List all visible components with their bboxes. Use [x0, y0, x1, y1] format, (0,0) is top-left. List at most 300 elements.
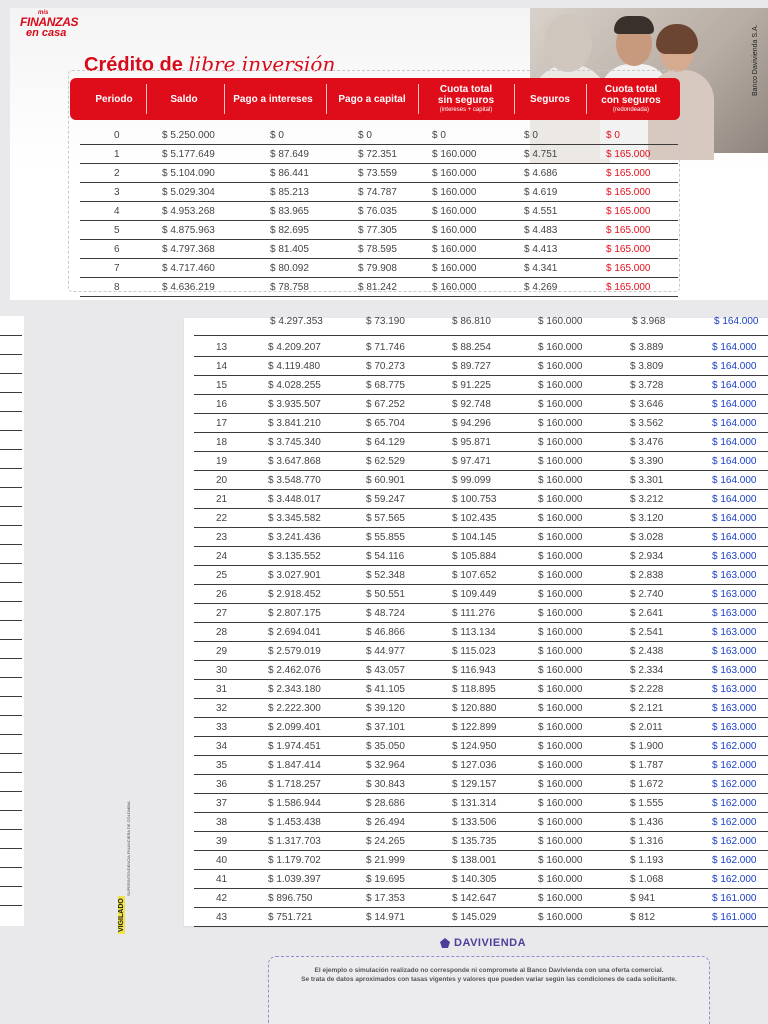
cell-saldo: $ 3.647.868 — [268, 456, 321, 467]
header-cuota-sin-line2: sin seguros — [437, 95, 495, 106]
cell-cuota-con: $ 162.000 — [712, 798, 757, 809]
cell-intereses: $ 30.843 — [366, 779, 405, 790]
cell-capital: $ 88.254 — [452, 342, 491, 353]
cell-cuota-con: $ 164.000 — [712, 418, 757, 429]
cell-periodo: 28 — [216, 627, 228, 638]
cell-cuota-con: $ 165.000 — [606, 149, 651, 160]
cell-periodo: 43 — [216, 912, 228, 923]
cell-intereses: $ 52.348 — [366, 570, 405, 581]
cell-intereses: $ 71.746 — [366, 342, 405, 353]
cell-periodo: 7 — [114, 263, 120, 274]
cell-periodo: 6 — [114, 244, 120, 255]
cell-capital: $ 118.895 — [452, 684, 496, 695]
title-normal: Crédito de — [84, 54, 189, 76]
table-row — [194, 813, 768, 832]
cell-saldo: $ 5.029.304 — [162, 187, 215, 198]
cell-saldo: $ 5.250.000 — [162, 130, 215, 141]
table-row — [194, 908, 768, 927]
cell-intereses: $ 48.724 — [366, 608, 405, 619]
cell-periodo: 0 — [114, 130, 120, 141]
left-row-line — [0, 468, 22, 469]
cell-saldo: $ 2.579.019 — [268, 646, 321, 657]
cell-periodo: 22 — [216, 513, 228, 524]
left-table-fragment — [0, 316, 24, 926]
cell-cuota-sin: $ 160.000 — [432, 149, 477, 160]
cell-saldo: $ 2.918.452 — [268, 589, 321, 600]
table-row — [194, 414, 768, 433]
bank-name-vertical: Banco Davivienda S.A. — [752, 24, 759, 96]
left-row-line — [0, 487, 22, 488]
header-saldo-label: Saldo — [170, 93, 198, 105]
cell-cuota-sin: $ 160.000 — [432, 244, 477, 255]
cut-off-cell: $ 160.000 — [538, 316, 583, 327]
brand-small: mis — [38, 10, 49, 16]
amortization-table-top — [80, 126, 678, 297]
table-row — [194, 509, 768, 528]
cell-seguros: $ 2.334 — [630, 665, 664, 676]
cell-periodo: 23 — [216, 532, 228, 543]
cell-intereses: $ 46.866 — [366, 627, 405, 638]
cell-cuota-con: $ 165.000 — [606, 244, 651, 255]
cell-saldo: $ 4.636.219 — [162, 282, 215, 293]
cell-capital: $ 122.899 — [452, 722, 497, 733]
table-row — [194, 794, 768, 813]
header-cuota-sin — [418, 78, 514, 120]
cell-periodo: 1 — [114, 149, 120, 160]
cut-off-cell: $ 73.190 — [366, 316, 405, 327]
cell-seguros: $ 3.120 — [630, 513, 664, 524]
cell-seguros: $ 3.476 — [630, 437, 664, 448]
cell-saldo: $ 2.099.401 — [268, 722, 321, 733]
cell-cuota-con: $ 163.000 — [712, 722, 757, 733]
table-row — [194, 832, 768, 851]
cell-seguros: $ 4.413 — [524, 244, 558, 255]
cell-saldo: $ 4.119.480 — [268, 361, 321, 372]
left-row-line — [0, 772, 22, 773]
cell-cuota-sin: $ 160.000 — [538, 608, 583, 619]
cell-intereses: $ 0 — [270, 130, 284, 141]
cell-capital: $ 135.735 — [452, 836, 497, 847]
cell-cuota-sin: $ 0 — [432, 130, 446, 141]
cell-periodo: 20 — [216, 475, 228, 486]
cell-saldo: $ 1.039.397 — [268, 874, 321, 885]
cell-cuota-con: $ 162.000 — [712, 779, 757, 790]
cell-capital: $ 97.471 — [452, 456, 491, 467]
cell-intereses: $ 82.695 — [270, 225, 309, 236]
cell-cuota-sin: $ 160.000 — [432, 187, 477, 198]
header-cuota-con-line1: Cuota total — [604, 84, 658, 95]
cell-cuota-sin: $ 160.000 — [538, 570, 583, 581]
cell-cuota-con: $ 0 — [606, 130, 620, 141]
vigilado-label — [118, 896, 125, 934]
cell-cuota-sin: $ 160.000 — [538, 874, 583, 885]
cell-periodo: 5 — [114, 225, 120, 236]
cell-seguros: $ 4.269 — [524, 282, 558, 293]
cell-capital: $ 116.943 — [452, 665, 496, 676]
cell-seguros: $ 3.889 — [630, 342, 664, 353]
left-row-line — [0, 658, 22, 659]
table-row — [80, 164, 678, 183]
cut-off-cell: $ 4.297.353 — [270, 316, 323, 327]
cell-periodo: 8 — [114, 282, 120, 293]
cell-saldo: $ 2.462.076 — [268, 665, 321, 676]
cell-intereses: $ 64.129 — [366, 437, 405, 448]
cell-periodo: 3 — [114, 187, 120, 198]
cell-seguros: $ 1.193 — [630, 855, 664, 866]
cell-saldo: $ 4.875.963 — [162, 225, 215, 236]
cell-intereses: $ 21.999 — [366, 855, 405, 866]
cell-cuota-con: $ 164.000 — [712, 494, 757, 505]
cell-cuota-sin: $ 160.000 — [538, 855, 583, 866]
cell-seguros: $ 1.787 — [630, 760, 664, 771]
cell-seguros: $ 4.483 — [524, 225, 558, 236]
cut-off-row — [194, 316, 768, 336]
cell-saldo: $ 3.841.210 — [268, 418, 321, 429]
cell-periodo: 32 — [216, 703, 228, 714]
cell-periodo: 29 — [216, 646, 228, 657]
table-row — [194, 585, 768, 604]
cell-intereses: $ 37.101 — [366, 722, 405, 733]
cell-saldo: $ 3.241.436 — [268, 532, 321, 543]
cell-cuota-con: $ 162.000 — [712, 817, 757, 828]
header-intereses-label: Pago a intereses — [233, 93, 313, 105]
cell-saldo: $ 2.222.300 — [268, 703, 321, 714]
cell-seguros: $ 4.341 — [524, 263, 558, 274]
cell-capital: $ 100.753 — [452, 494, 497, 505]
cell-saldo: $ 3.548.770 — [268, 475, 321, 486]
cell-intereses: $ 32.964 — [366, 760, 405, 771]
table-row — [194, 376, 768, 395]
cell-intereses: $ 68.775 — [366, 380, 405, 391]
cell-periodo: 31 — [216, 684, 228, 695]
table-row — [194, 851, 768, 870]
cell-capital: $ 142.647 — [452, 893, 497, 904]
cell-saldo: $ 3.345.582 — [268, 513, 321, 524]
cell-intereses: $ 35.050 — [366, 741, 405, 752]
cell-periodo: 17 — [216, 418, 228, 429]
brand-logo — [20, 10, 100, 46]
cell-periodo: 13 — [216, 342, 228, 353]
cell-saldo: $ 1.453.438 — [268, 817, 321, 828]
cell-intereses: $ 55.855 — [366, 532, 405, 543]
table-row — [194, 338, 768, 357]
cell-intereses: $ 83.965 — [270, 206, 309, 217]
cell-periodo: 14 — [216, 361, 228, 372]
cell-cuota-sin: $ 160.000 — [538, 513, 583, 524]
left-row-line — [0, 449, 22, 450]
cell-cuota-con: $ 163.000 — [712, 589, 757, 600]
cell-saldo: $ 896.750 — [268, 893, 313, 904]
cell-saldo: $ 5.177.649 — [162, 149, 215, 160]
left-row-line — [0, 734, 22, 735]
cell-cuota-con: $ 164.000 — [712, 437, 757, 448]
cell-capital: $ 72.351 — [358, 149, 397, 160]
cell-cuota-con: $ 164.000 — [712, 399, 757, 410]
header-cuota-con — [586, 78, 676, 120]
cell-cuota-sin: $ 160.000 — [538, 551, 583, 562]
left-row-line — [0, 582, 22, 583]
cell-intereses: $ 43.057 — [366, 665, 405, 676]
cell-cuota-con: $ 162.000 — [712, 760, 757, 771]
cell-seguros: $ 2.011 — [630, 722, 663, 733]
cell-cuota-con: $ 164.000 — [712, 380, 757, 391]
amortization-table-bottom — [194, 338, 768, 927]
vigilado-text: VIGILADO — [118, 898, 125, 932]
cell-cuota-sin: $ 160.000 — [432, 263, 477, 274]
cell-cuota-con: $ 163.000 — [712, 570, 757, 581]
table-header — [70, 78, 680, 120]
cell-saldo: $ 3.027.901 — [268, 570, 321, 581]
cell-capital: $ 111.276 — [452, 608, 496, 619]
cell-capital: $ 107.652 — [452, 570, 497, 581]
header-intereses — [224, 78, 322, 120]
left-row-line — [0, 411, 22, 412]
cell-intereses: $ 28.686 — [366, 798, 405, 809]
cell-saldo: $ 1.847.414 — [268, 760, 321, 771]
cell-intereses: $ 24.265 — [366, 836, 405, 847]
table-row — [194, 490, 768, 509]
cell-periodo: 35 — [216, 760, 228, 771]
cell-cuota-con: $ 163.000 — [712, 627, 757, 638]
table-row — [194, 395, 768, 414]
cell-seguros: $ 2.228 — [630, 684, 664, 695]
cell-seguros: $ 1.316 — [630, 836, 664, 847]
cell-cuota-con: $ 164.000 — [712, 342, 757, 353]
table-row — [194, 775, 768, 794]
left-row-line — [0, 506, 22, 507]
header-capital — [326, 78, 418, 120]
cell-cuota-con: $ 165.000 — [606, 187, 651, 198]
cell-cuota-sin: $ 160.000 — [538, 722, 583, 733]
cell-periodo: 41 — [216, 874, 228, 885]
cell-cuota-con: $ 162.000 — [712, 855, 757, 866]
cell-cuota-sin: $ 160.000 — [538, 437, 583, 448]
cell-intereses: $ 86.441 — [270, 168, 309, 179]
davivienda-logo — [440, 937, 526, 949]
table-row — [80, 240, 678, 259]
cell-seguros: $ 4.751 — [524, 149, 558, 160]
cell-capital: $ 124.950 — [452, 741, 497, 752]
cell-capital: $ 79.908 — [358, 263, 397, 274]
cell-capital: $ 102.435 — [452, 513, 497, 524]
house-icon — [440, 938, 450, 948]
cell-periodo: 39 — [216, 836, 228, 847]
cell-saldo: $ 1.974.451 — [268, 741, 321, 752]
header-cuota-sin-sub: (intereses + capital) — [439, 107, 493, 113]
cell-cuota-sin: $ 160.000 — [538, 817, 583, 828]
left-row-line — [0, 601, 22, 602]
cell-cuota-sin: $ 160.000 — [538, 893, 583, 904]
cell-periodo: 40 — [216, 855, 228, 866]
cell-cuota-con: $ 165.000 — [606, 168, 651, 179]
table-row — [80, 278, 678, 297]
cell-cuota-sin: $ 160.000 — [538, 627, 583, 638]
cell-cuota-sin: $ 160.000 — [538, 475, 583, 486]
table-row — [80, 126, 678, 145]
table-row — [194, 680, 768, 699]
cell-periodo: 30 — [216, 665, 228, 676]
left-row-line — [0, 886, 22, 887]
cell-intereses: $ 80.092 — [270, 263, 309, 274]
cell-seguros: $ 4.551 — [524, 206, 558, 217]
cell-cuota-con: $ 164.000 — [712, 513, 757, 524]
table-row — [194, 889, 768, 908]
cell-cuota-sin: $ 160.000 — [538, 665, 583, 676]
table-row — [194, 547, 768, 566]
cell-cuota-con: $ 162.000 — [712, 874, 757, 885]
table-row — [194, 756, 768, 775]
cell-cuota-sin: $ 160.000 — [538, 836, 583, 847]
cell-intereses: $ 81.405 — [270, 244, 309, 255]
cell-seguros: $ 1.555 — [630, 798, 664, 809]
cell-saldo: $ 3.135.552 — [268, 551, 321, 562]
cell-seguros: $ 2.641 — [630, 608, 664, 619]
table-row — [194, 661, 768, 680]
cell-capital: $ 81.242 — [358, 282, 397, 293]
left-row-line — [0, 848, 22, 849]
left-row-line — [0, 696, 22, 697]
cell-saldo: $ 4.717.460 — [162, 263, 215, 274]
cell-capital: $ 77.305 — [358, 225, 397, 236]
cell-cuota-con: $ 164.000 — [712, 361, 757, 372]
table-row — [194, 357, 768, 376]
table-row — [194, 528, 768, 547]
header-divider — [146, 84, 147, 114]
cell-capital: $ 131.314 — [452, 798, 497, 809]
cell-cuota-sin: $ 160.000 — [538, 380, 583, 391]
cell-intereses: $ 85.213 — [270, 187, 309, 198]
cell-seguros: $ 2.121 — [630, 703, 664, 714]
cell-seguros: $ 2.740 — [630, 589, 664, 600]
disclaimer-box — [268, 956, 710, 1024]
cut-off-cell: $ 164.000 — [714, 316, 759, 327]
cell-capital: $ 73.559 — [358, 168, 397, 179]
left-row-line — [0, 715, 22, 716]
cell-periodo: 19 — [216, 456, 228, 467]
cell-periodo: 24 — [216, 551, 228, 562]
cell-seguros: $ 1.436 — [630, 817, 664, 828]
cell-seguros: $ 3.028 — [630, 532, 664, 543]
cell-cuota-sin: $ 160.000 — [538, 684, 583, 695]
cell-saldo: $ 4.953.268 — [162, 206, 215, 217]
left-row-line — [0, 563, 22, 564]
cell-capital: $ 127.036 — [452, 760, 497, 771]
cell-capital: $ 78.595 — [358, 244, 397, 255]
cell-capital: $ 89.727 — [452, 361, 491, 372]
cell-cuota-sin: $ 160.000 — [538, 589, 583, 600]
cut-off-cell: $ 86.810 — [452, 316, 491, 327]
cell-cuota-sin: $ 160.000 — [538, 703, 583, 714]
cell-cuota-sin: $ 160.000 — [538, 798, 583, 809]
photo-person-2-hair — [614, 16, 654, 34]
cell-seguros: $ 0 — [524, 130, 538, 141]
cell-periodo: 38 — [216, 817, 228, 828]
cell-saldo: $ 3.935.507 — [268, 399, 321, 410]
cell-cuota-sin: $ 160.000 — [432, 206, 477, 217]
logo-text: DAVIVIENDA — [454, 937, 527, 949]
cell-seguros: $ 3.562 — [630, 418, 664, 429]
disclaimer-line2: Se trata de datos aproximados con tasas vigentes y valores que pueden variar según las condiciones de cada solicitante. — [301, 976, 677, 983]
cell-saldo: $ 2.343.180 — [268, 684, 321, 695]
title-italic: libre inversión — [188, 52, 336, 76]
cell-cuota-sin: $ 160.000 — [432, 282, 477, 293]
cell-periodo: 21 — [216, 494, 228, 505]
cell-saldo: $ 751.721 — [268, 912, 313, 923]
cell-cuota-con: $ 161.000 — [712, 912, 757, 923]
cell-capital: $ 0 — [358, 130, 372, 141]
cell-cuota-con: $ 164.000 — [712, 475, 757, 486]
cell-seguros: $ 3.301 — [630, 475, 664, 486]
cell-saldo: $ 3.448.017 — [268, 494, 321, 505]
cell-cuota-sin: $ 160.000 — [538, 741, 583, 752]
header-cuota-con-line2: con seguros — [601, 95, 661, 106]
cell-cuota-con: $ 164.000 — [712, 532, 757, 543]
cell-saldo: $ 1.317.703 — [268, 836, 321, 847]
cell-cuota-con: $ 165.000 — [606, 225, 651, 236]
header-seguros-label: Seguros — [529, 93, 570, 105]
cell-intereses: $ 78.758 — [270, 282, 309, 293]
cell-cuota-con: $ 161.000 — [712, 893, 757, 904]
left-row-line — [0, 677, 22, 678]
cell-cuota-sin: $ 160.000 — [538, 646, 583, 657]
table-row — [194, 604, 768, 623]
cell-saldo: $ 1.586.944 — [268, 798, 321, 809]
cell-saldo: $ 4.797.368 — [162, 244, 215, 255]
left-row-line — [0, 354, 22, 355]
cell-intereses: $ 65.704 — [366, 418, 405, 429]
cell-capital: $ 95.871 — [452, 437, 491, 448]
cell-periodo: 4 — [114, 206, 120, 217]
cell-seguros: $ 941 — [630, 893, 656, 904]
left-row-line — [0, 753, 22, 754]
cell-capital: $ 104.145 — [452, 532, 497, 543]
cell-periodo: 27 — [216, 608, 228, 619]
cell-intereses: $ 54.116 — [366, 551, 405, 562]
header-cuota-sin-line1: Cuota total — [439, 84, 493, 95]
left-row-line — [0, 525, 22, 526]
left-row-line — [0, 620, 22, 621]
header-periodo-label: Periodo — [95, 93, 133, 105]
cell-periodo: 16 — [216, 399, 228, 410]
left-row-line — [0, 791, 22, 792]
cell-cuota-con: $ 164.000 — [712, 456, 757, 467]
cell-cuota-sin: $ 160.000 — [538, 361, 583, 372]
cell-intereses: $ 41.105 — [366, 684, 405, 695]
cell-saldo: $ 4.209.207 — [268, 342, 321, 353]
table-row — [80, 202, 678, 221]
cell-cuota-sin: $ 160.000 — [538, 456, 583, 467]
header-cuota-con-sub: (redondeada) — [612, 107, 650, 113]
table-row — [194, 566, 768, 585]
table-row — [194, 433, 768, 452]
cell-saldo: $ 1.179.702 — [268, 855, 321, 866]
cell-capital: $ 115.023 — [452, 646, 496, 657]
vigilado-subtext: SUPERINTENDENCIA FINANCIERA DE COLOMBIA — [126, 801, 131, 896]
cell-capital: $ 99.099 — [452, 475, 491, 486]
cell-cuota-con: $ 163.000 — [712, 703, 757, 714]
cell-seguros: $ 1.068 — [630, 874, 664, 885]
table-row — [194, 870, 768, 889]
header-seguros — [514, 78, 586, 120]
cell-capital: $ 113.134 — [452, 627, 496, 638]
cell-periodo: 26 — [216, 589, 228, 600]
cell-seguros: $ 4.686 — [524, 168, 558, 179]
cell-periodo: 18 — [216, 437, 228, 448]
cell-capital: $ 138.001 — [452, 855, 497, 866]
cell-cuota-con: $ 162.000 — [712, 836, 757, 847]
cell-cuota-sin: $ 160.000 — [538, 779, 583, 790]
cell-periodo: 42 — [216, 893, 228, 904]
